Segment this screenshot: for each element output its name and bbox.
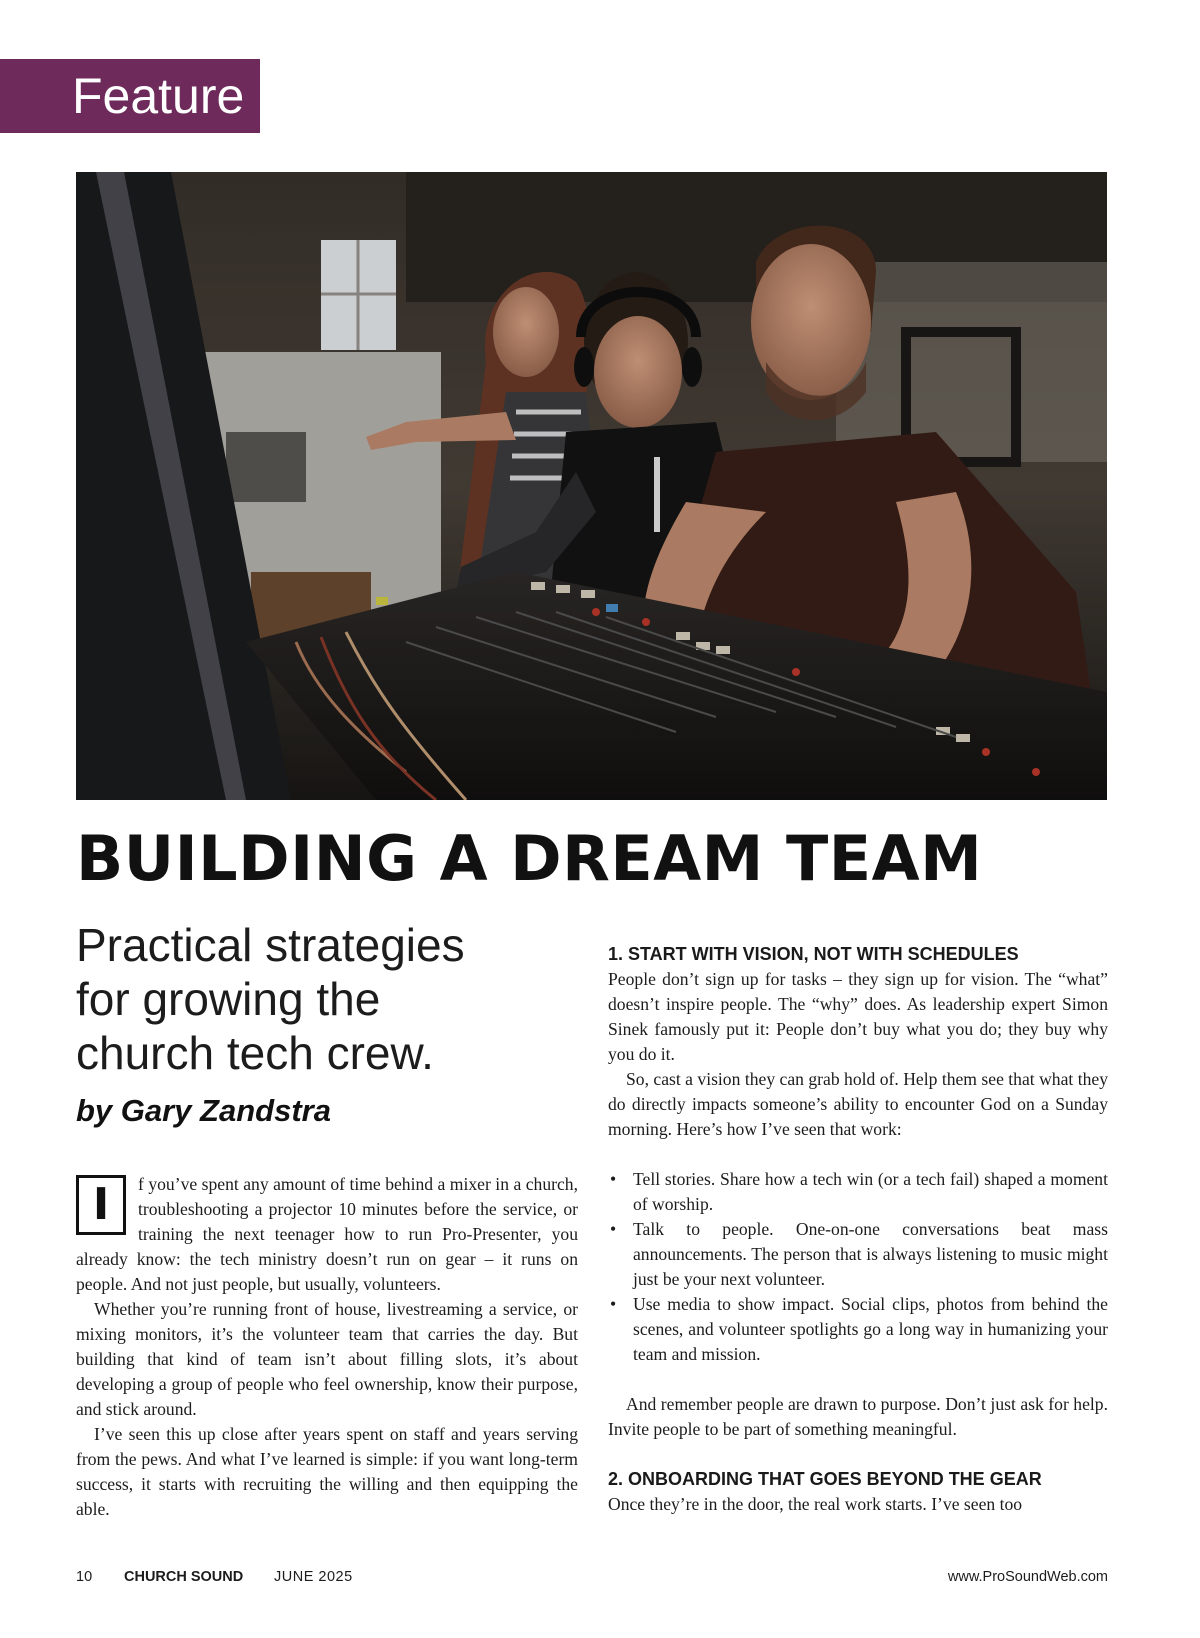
section-tab: Feature (0, 59, 260, 133)
list-item-text: Use media to show impact. Social clips, photos from behind the scenes, and volunteer spotlights go a long way in humanizing your team and mission. (633, 1294, 1108, 1364)
section-heading: 2. ONBOARDING THAT GOES BEYOND THE GEAR (608, 1469, 1042, 1489)
byline: by Gary Zandstra (76, 1093, 331, 1128)
article-column-left (76, 1172, 578, 1522)
body-paragraph: Once they’re in the door, the real work starts. I’ve seen too (608, 1494, 1023, 1514)
deck-line: for growing the (76, 973, 381, 1025)
list-item (608, 1217, 1108, 1292)
body-paragraph: I’ve seen this up close after years spent on staff and years serving from the pews. And what I’ve learned is simple: if you want long-term success, it starts with recruiting the willing and then equipping the able. (76, 1424, 578, 1519)
bullet-list (608, 1167, 1108, 1367)
article-deck (76, 918, 546, 1080)
deck-line: Practical strategies (76, 919, 465, 971)
page-footer (76, 1569, 1108, 1589)
drop-cap: I (76, 1175, 126, 1235)
magazine-name: CHURCH SOUND (124, 1569, 244, 1585)
list-item-text: Talk to people. One-on-one conversations beat mass announcements. The person that is always listening to music might just be your next volunteer. (633, 1219, 1108, 1289)
bullet-icon: • (610, 1294, 617, 1314)
photo-tech-crew-at-mixer (76, 172, 1107, 800)
bullet-icon: • (610, 1219, 617, 1239)
list-item-text: Tell stories. Share how a tech win (or a tech fail) shaped a moment of worship. (633, 1169, 1108, 1214)
body-paragraph: f you’ve spent any amount of time behind a mixer in a church, troubleshooting a projector 10 minutes before the service, or training the next teenager how to run Pro-Presenter, you already know: the tech ministry doesn’t run on gear – it runs on people. And not just people, but usually, volunteers. (76, 1174, 578, 1294)
article-headline: BUILDING A DREAM TEAM (76, 822, 983, 895)
website-url: www.ProSoundWeb.com (947, 1569, 1108, 1585)
bullet-icon: • (610, 1169, 617, 1189)
body-paragraph: So, cast a vision they can grab hold of. Help them see that what they do directly impacts someone’s ability to encounter God on a Sunday morning. Here’s how I’ve seen that work: (608, 1069, 1108, 1139)
list-item (608, 1167, 1108, 1217)
body-paragraph: And remember people are drawn to purpose. Don’t just ask for help. Invite people to be part of something meaningful. (608, 1394, 1108, 1439)
list-item (608, 1292, 1108, 1367)
issue-date: JUNE 2025 (274, 1569, 353, 1585)
page-number: 10 (76, 1569, 93, 1585)
hero-photo (76, 172, 1107, 800)
body-paragraph: Whether you’re running front of house, livestreaming a service, or mixing monitors, it’s the volunteer team that carries the day. But building that kind of team isn’t about filling slots, it’s about developing a group of people who feel ownership, know their purpose, and stick around. (76, 1299, 578, 1419)
deck-line: church tech crew. (76, 1027, 434, 1079)
article-column-right (608, 942, 1108, 1517)
body-paragraph: People don’t sign up for tasks – they sign up for vision. The “what” doesn’t inspire people. The “why” does. As leadership expert Simon Sinek famously put it: People don’t buy what you do; they buy why you do it. (608, 969, 1108, 1064)
section-heading: 1. START WITH VISION, NOT WITH SCHEDULES (608, 944, 1019, 964)
